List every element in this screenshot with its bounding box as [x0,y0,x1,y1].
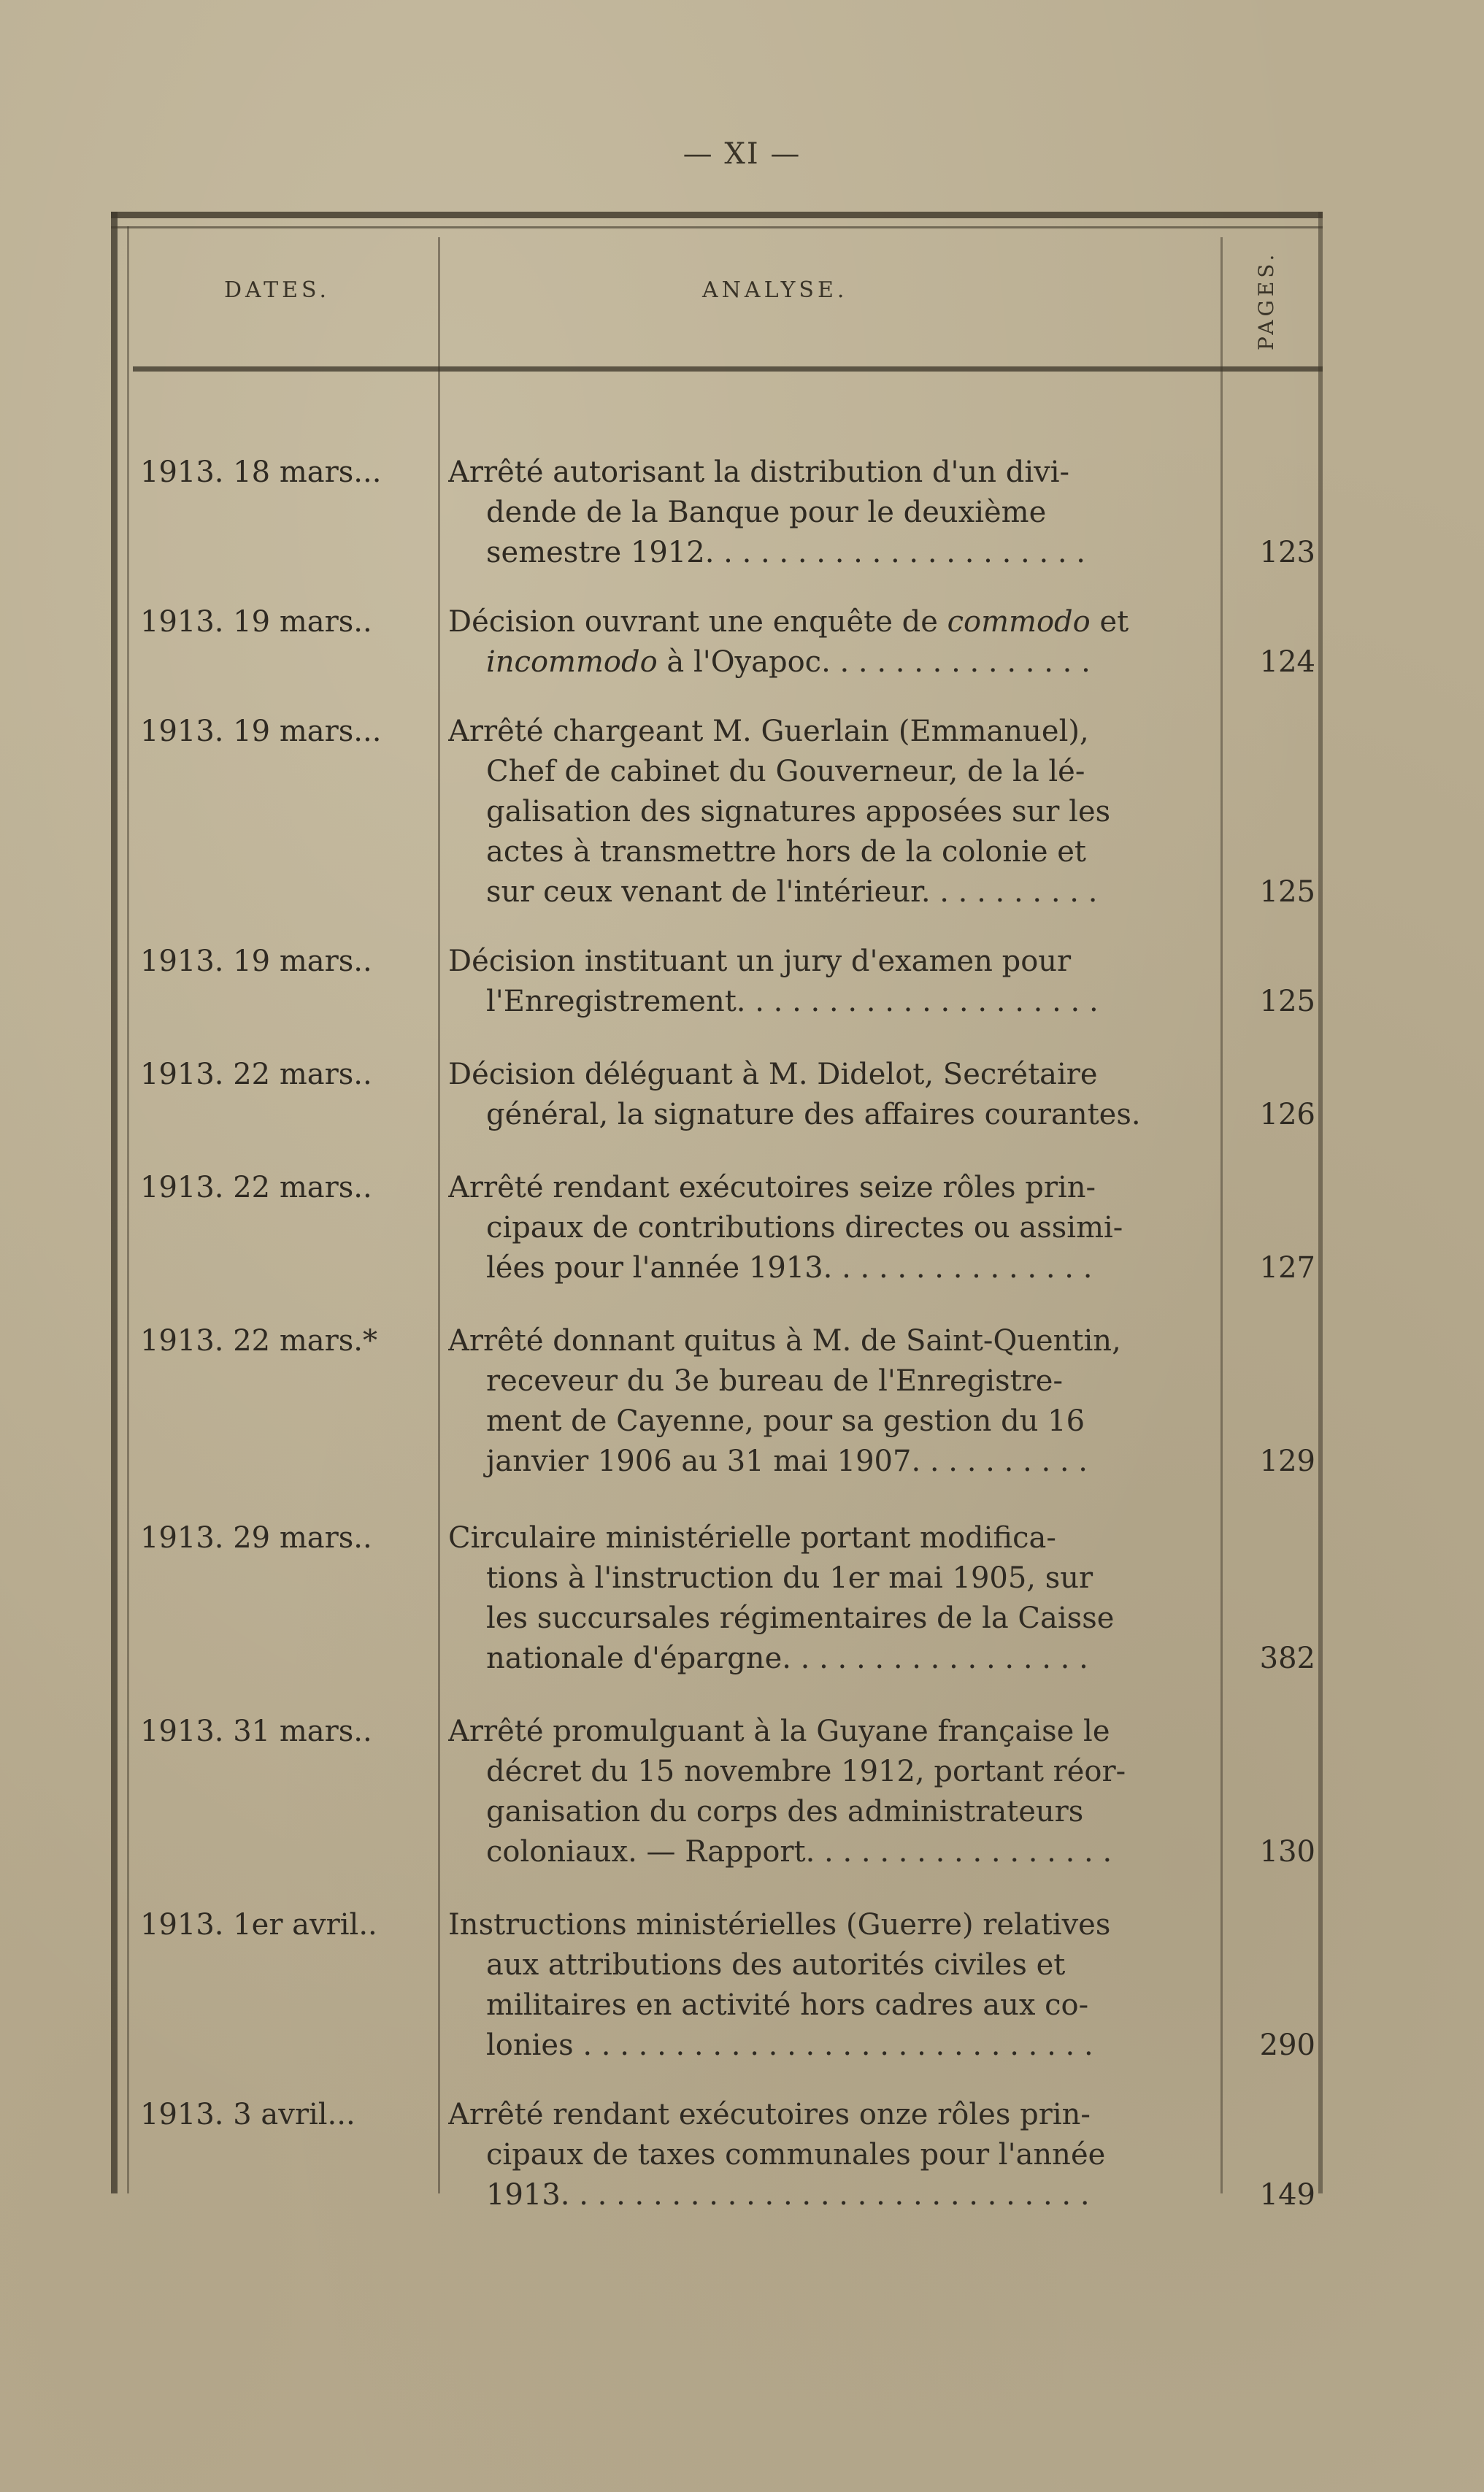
analysis-line: Instructions ministérielles (Guerre) relatives [448,1908,1111,1942]
analysis-line: Arrêté chargeant M. Guerlain (Emmanuel), [448,715,1089,748]
analysis-line: Décision déléguant à M. Didelot, Secrétaire [448,1058,1098,1091]
dates-column-divider [438,237,440,2193]
header-rule [133,366,1323,372]
entry-date: 1913. 31 mars.. [140,1715,372,1748]
analysis-line: Arrêté promulguant à la Guyane française le [448,1715,1110,1748]
index-table [111,212,1323,2212]
analysis-line: militaires en activité hors cadres aux co- [486,1988,1089,2022]
analysis-line: 1913. . . . . . . . . . . . . . . . . . . . . . . . . . . . . [486,2178,1090,2212]
analysis-line-text: Décision ouvrant une enquête de [448,605,947,639]
entry-analysis [448,1518,1215,1679]
entry-date: 1913. 22 mars.. [140,1171,372,1204]
analysis-line: Arrêté rendant exécutoires seize rôles prin- [448,1171,1096,1204]
entry-analysis [448,453,1215,573]
entry-date: 1913. 19 mars... [140,715,382,748]
analysis-line-italic: commodo [947,605,1091,639]
entry-date: 1913. 22 mars.* [140,1324,377,1358]
analysis-line: aux attributions des autorités civiles et [486,1948,1066,1982]
entry-analysis [448,1712,1215,1872]
table-top-thin-rule [111,226,1323,228]
analysis-line: galisation des signatures apposées sur les [486,795,1111,828]
entry-page: 125 [1259,985,1315,1018]
table-right-border [1318,212,1323,2193]
analysis-line: sur ceux venant de l'intérieur. . . . . . . . . . [486,875,1098,909]
analysis-line: receveur du 3e bureau de l'Enregistre- [486,1364,1063,1398]
entry-page: 149 [1259,2178,1315,2212]
analysis-line: lées pour l'année 1913. . . . . . . . . . . . . . . [486,1251,1093,1285]
table-left-border [111,212,118,2193]
entry-date: 1913. 19 mars.. [140,605,372,639]
entry-analysis [448,1321,1215,1482]
table-left-inner-border [127,226,129,2193]
analysis-line: général, la signature des affaires courantes. [486,1098,1141,1131]
analysis-line: nationale d'épargne. . . . . . . . . . . . . . . . . [486,1642,1088,1675]
analysis-line [448,602,1215,642]
analysis-line: Chef de cabinet du Gouverneur, de la lé- [486,755,1085,788]
entry-date: 1913. 22 mars.. [140,1058,372,1091]
analysis-line: cipaux de contributions directes ou assimi- [486,1211,1123,1245]
analysis-line: l'Enregistrement. . . . . . . . . . . . . . . . . . . . [486,985,1099,1018]
table-top-rule [111,212,1323,218]
analysis-line: ganisation du corps des administrateurs [486,1795,1084,1828]
entry-page: 130 [1259,1835,1315,1869]
column-header-pages [1247,241,1291,358]
analysis-line: Décision instituant un jury d'examen pour [448,945,1072,978]
analysis-line: Arrêté donnant quitus à M. de Saint-Quentin, [448,1324,1121,1358]
analysis-line: décret du 15 novembre 1912, portant réor- [486,1755,1126,1788]
entry-analysis [448,2095,1215,2215]
entry-analysis [448,942,1215,1022]
pages-column-divider [1220,237,1223,2193]
column-header-analyse: ANALYSE. [702,277,848,303]
entry-page: 124 [1259,645,1315,679]
analysis-line: cipaux de taxes communales pour l'année [486,2138,1106,2172]
entry-date: 1913. 18 mars... [140,455,382,489]
entry-page: 290 [1259,2028,1315,2062]
entry-analysis [448,712,1215,912]
entry-date: 1913. 29 mars.. [140,1521,372,1555]
analysis-line: lonies . . . . . . . . . . . . . . . . . . . . . . . . . . . . [486,2028,1093,2062]
entry-page: 382 [1259,1642,1315,1675]
analysis-line: coloniaux. — Rapport. . . . . . . . . . . . . . . . . [486,1835,1112,1869]
analysis-line: ment de Cayenne, pour sa gestion du 16 [486,1404,1085,1438]
analysis-line-italic: incommodo [486,645,658,679]
analysis-line: les succursales régimentaires de la Caisse [486,1601,1115,1635]
entry-page: 127 [1259,1251,1315,1285]
analysis-line: dende de la Banque pour le deuxième [486,496,1047,529]
entry-page: 125 [1259,875,1315,909]
entry-page: 123 [1259,536,1315,569]
entry-analysis [448,1905,1215,2066]
analysis-line: actes à transmettre hors de la colonie et [486,835,1086,869]
analysis-line [448,642,1215,682]
column-header-pages-label: PAGES. [1254,250,1278,350]
entry-date: 1913. 1er avril.. [140,1908,377,1942]
page-header: — XI — [683,137,801,171]
analysis-line: Arrêté rendant exécutoires onze rôles prin- [448,2098,1091,2131]
entry-analysis [448,1055,1215,1135]
analysis-line: tions à l'instruction du 1er mai 1905, sur [486,1561,1093,1595]
entry-page: 126 [1259,1098,1315,1131]
analysis-line: semestre 1912. . . . . . . . . . . . . . . . . . . . . [486,536,1086,569]
analysis-line: Circulaire ministérielle portant modifica- [448,1521,1056,1555]
entry-date: 1913. 3 avril... [140,2098,355,2131]
analysis-line-text: à l'Oyapoc. . . . . . . . . . . . . . . [657,645,1091,679]
entry-analysis [448,1168,1215,1288]
analysis-line-text: et [1090,605,1129,639]
entry-page: 129 [1259,1445,1315,1478]
entry-analysis [448,602,1215,682]
analysis-line: Arrêté autorisant la distribution d'un divi- [448,455,1070,489]
column-header-dates: DATES. [224,277,331,303]
analysis-line: janvier 1906 au 31 mai 1907. . . . . . . . . . [486,1445,1088,1478]
entry-date: 1913. 19 mars.. [140,945,372,978]
